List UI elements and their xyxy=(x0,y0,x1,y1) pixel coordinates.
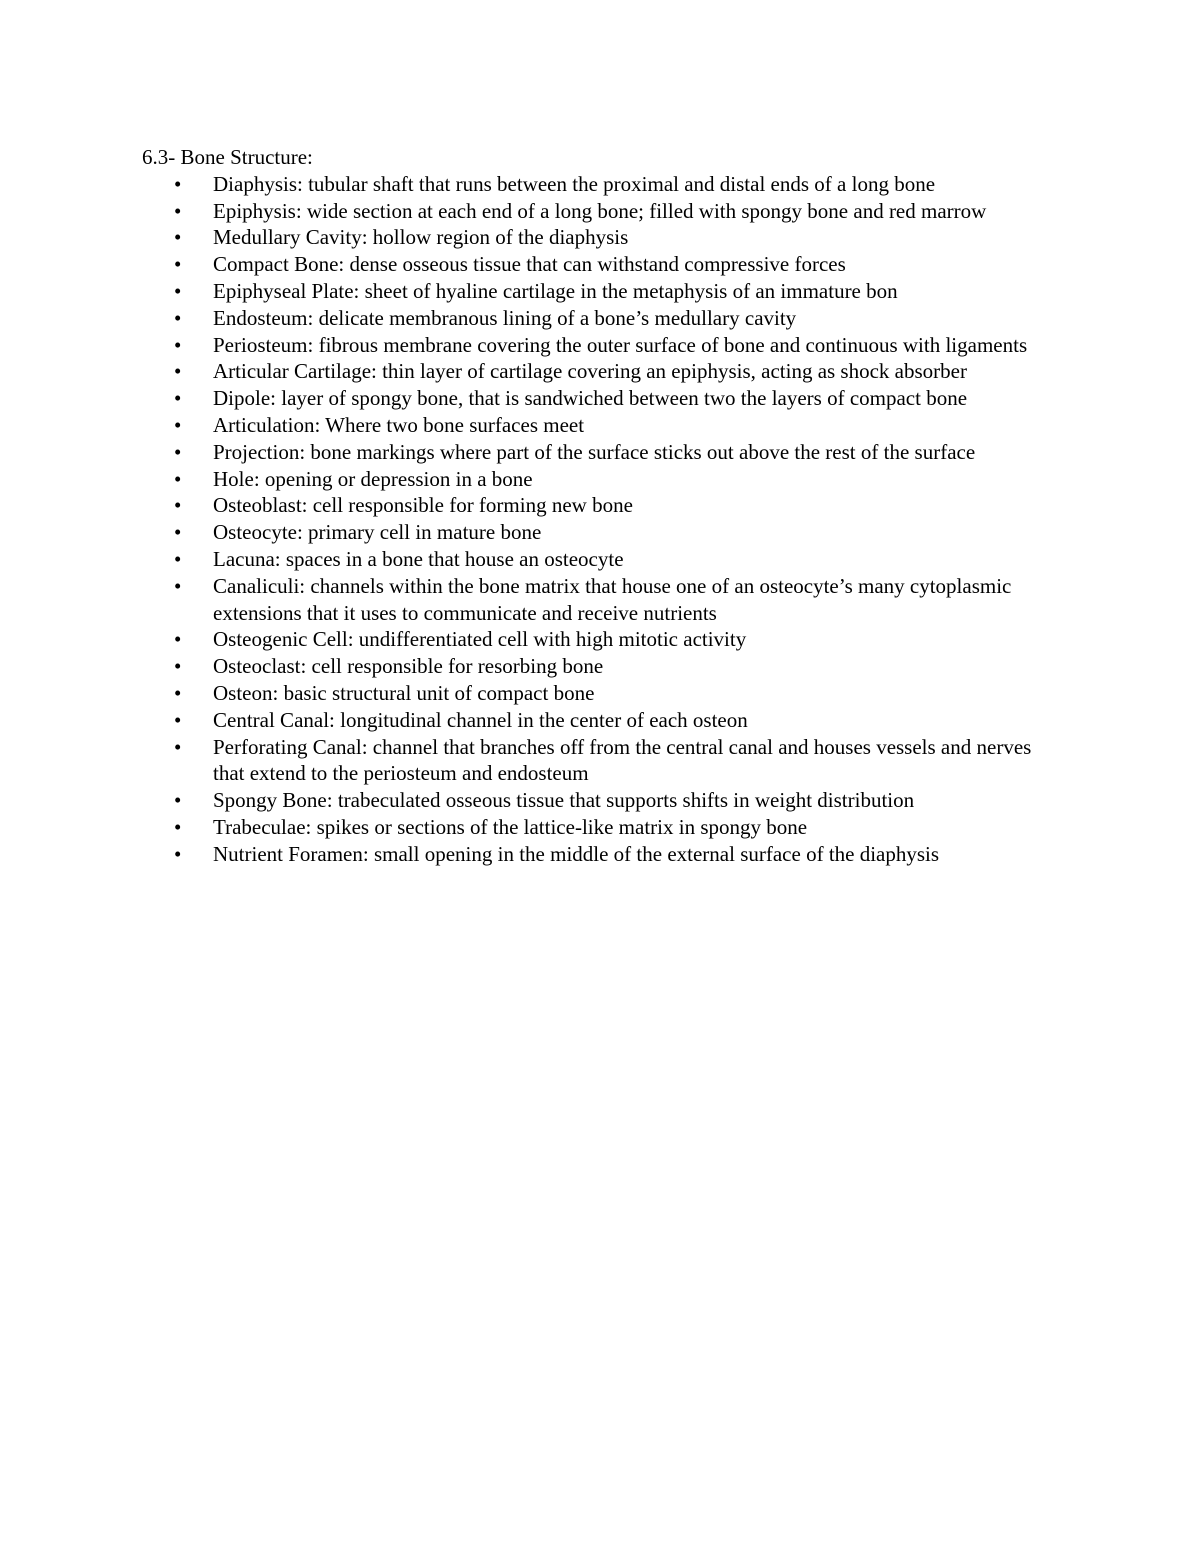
list-item xyxy=(142,305,1082,332)
list-item xyxy=(142,734,1082,788)
list-item xyxy=(142,787,1082,814)
list-item xyxy=(142,492,1082,519)
term-definition: Osteon: basic structural unit of compact bone xyxy=(213,680,595,705)
bullet-icon: • xyxy=(174,814,182,839)
term-definition: Dipole: layer of spongy bone, that is sandwiched between two the layers of compact bone xyxy=(213,386,968,411)
list-item xyxy=(142,626,1082,653)
list-item xyxy=(142,573,1082,627)
bullet-icon: • xyxy=(174,359,182,384)
bullet-icon: • xyxy=(174,278,182,303)
bullet-icon: • xyxy=(174,627,182,652)
list-item xyxy=(142,224,1082,251)
list-item xyxy=(142,546,1082,573)
term-definition: Spongy Bone: trabeculated osseous tissue that supports shifts in weight distribution xyxy=(213,788,915,813)
bullet-icon: • xyxy=(174,841,182,866)
list-item xyxy=(142,814,1082,841)
bullet-icon: • xyxy=(174,252,182,277)
list-item xyxy=(142,466,1082,493)
term-definition: Lacuna: spaces in a bone that house an osteocyte xyxy=(213,546,624,571)
list-item xyxy=(142,332,1082,359)
bullet-icon: • xyxy=(174,332,182,357)
term-definition: Epiphyseal Plate: sheet of hyaline cartilage in the metaphysis of an immature bon xyxy=(213,278,898,303)
term-definition: Perforating Canal: channel that branches off from the central canal and houses vessels and nerves that extend to the periosteum and endosteum xyxy=(213,734,1032,786)
bullet-icon: • xyxy=(174,573,182,598)
bullet-icon: • xyxy=(174,171,182,196)
list-item xyxy=(142,171,1082,198)
term-definition: Diaphysis: tubular shaft that runs between the proximal and distal ends of a long bone xyxy=(213,171,936,196)
list-item xyxy=(142,251,1082,278)
list-item xyxy=(142,841,1082,868)
list-item xyxy=(142,198,1082,225)
page-content xyxy=(142,144,1082,868)
list-item xyxy=(142,707,1082,734)
bullet-icon: • xyxy=(174,198,182,223)
term-definition: Osteocyte: primary cell in mature bone xyxy=(213,520,542,545)
term-definition: Compact Bone: dense osseous tissue that can withstand compressive forces xyxy=(213,252,846,277)
bullet-icon: • xyxy=(174,546,182,571)
term-definition: Medullary Cavity: hollow region of the diaphysis xyxy=(213,225,629,250)
list-item xyxy=(142,385,1082,412)
bullet-icon: • xyxy=(174,386,182,411)
term-definition: Hole: opening or depression in a bone xyxy=(213,466,533,491)
term-definition: Epiphysis: wide section at each end of a long bone; filled with spongy bone and red marrow xyxy=(213,198,987,223)
bullet-icon: • xyxy=(174,654,182,679)
term-definition: Osteoclast: cell responsible for resorbing bone xyxy=(213,654,604,679)
term-definition: Central Canal: longitudinal channel in the center of each osteon xyxy=(213,707,748,732)
bullet-icon: • xyxy=(174,788,182,813)
list-item xyxy=(142,519,1082,546)
term-definition: Osteoblast: cell responsible for forming new bone xyxy=(213,493,633,518)
term-definition: Periosteum: fibrous membrane covering the outer surface of bone and continuous with ligaments xyxy=(213,332,1028,357)
term-definition: Canaliculi: channels within the bone matrix that house one of an osteocyte’s many cytoplasmic extensions that it uses to communicate and receive nutrients xyxy=(213,573,1012,625)
term-definition: Articulation: Where two bone surfaces meet xyxy=(213,412,585,437)
list-item xyxy=(142,653,1082,680)
bullet-icon: • xyxy=(174,305,182,330)
list-item xyxy=(142,439,1082,466)
term-definition: Projection: bone markings where part of the surface sticks out above the rest of the surface xyxy=(213,439,976,464)
list-item xyxy=(142,358,1082,385)
bullet-icon: • xyxy=(174,439,182,464)
term-definition: Nutrient Foramen: small opening in the middle of the external surface of the diaphysis xyxy=(213,841,940,866)
term-definition: Trabeculae: spikes or sections of the lattice-like matrix in spongy bone xyxy=(213,814,808,839)
list-item xyxy=(142,278,1082,305)
bullet-icon: • xyxy=(174,680,182,705)
term-definition: Endosteum: delicate membranous lining of a bone’s medullary cavity xyxy=(213,305,797,330)
bullet-icon: • xyxy=(174,707,182,732)
bullet-icon: • xyxy=(174,225,182,250)
bullet-icon: • xyxy=(174,493,182,518)
bullet-icon: • xyxy=(174,520,182,545)
section-heading: 6.3- Bone Structure: xyxy=(142,145,313,169)
list-item xyxy=(142,412,1082,439)
term-definition: Osteogenic Cell: undifferentiated cell with high mitotic activity xyxy=(213,627,747,652)
term-list xyxy=(142,171,1082,868)
term-definition: Articular Cartilage: thin layer of cartilage covering an epiphysis, acting as shock absorber xyxy=(213,359,967,384)
list-item xyxy=(142,680,1082,707)
bullet-icon: • xyxy=(174,412,182,437)
bullet-icon: • xyxy=(174,466,182,491)
bullet-icon: • xyxy=(174,734,182,759)
